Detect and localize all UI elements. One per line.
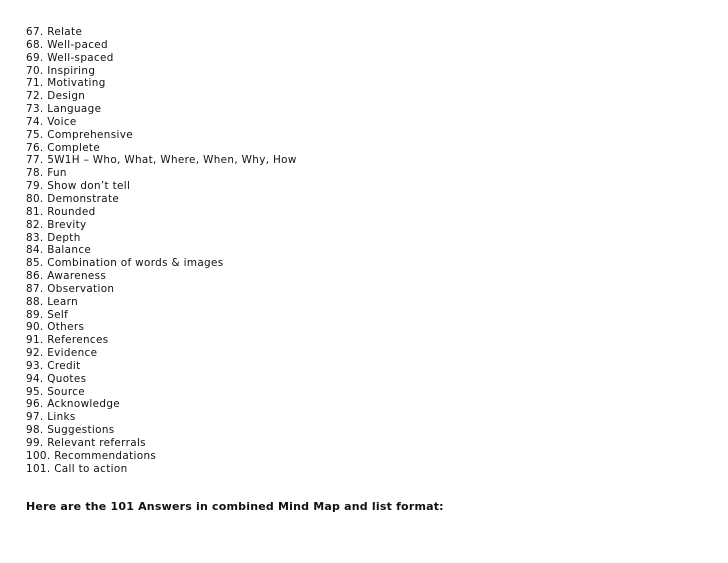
list-item: 72. Design [26, 90, 86, 103]
list-item: 100. Recommendations [26, 449, 157, 462]
list-item: 81. Rounded [26, 205, 96, 218]
list-item: 97. Links [26, 411, 76, 424]
list-item: 92. Evidence [26, 347, 98, 360]
list-item: 75. Comprehensive [26, 128, 133, 141]
list-item: 89. Self [26, 308, 69, 321]
list-item: 90. Others [26, 321, 85, 334]
list-item: 82. Brevity [26, 218, 87, 231]
list-item: 87. Observation [26, 282, 115, 295]
list-item: 98. Suggestions [26, 424, 115, 437]
list-item: 99. Relevant referrals [26, 437, 146, 449]
list-item: 78. Fun [26, 167, 67, 180]
section-heading: Here are the 101 Answers in combined Mind Map and list format: [26, 500, 444, 513]
list-item: 70. Inspiring [26, 64, 96, 77]
list-item: 95. Source [26, 385, 86, 398]
list-item: 71. Motivating [26, 77, 106, 90]
list-item: 91. References [26, 334, 109, 347]
list-item: 94. Quotes [26, 372, 87, 385]
list-item: 86. Awareness [26, 270, 107, 283]
numbered-list [26, 26, 297, 476]
list-item: 96. Acknowledge [26, 398, 121, 411]
list-item: 93. Credit [26, 359, 81, 372]
list-item: 79. Show don’t tell [26, 180, 131, 193]
list-item: 76. Complete [26, 141, 101, 154]
list-item: 74. Voice [26, 115, 77, 128]
list-item: 69. Well-spaced [26, 51, 114, 64]
list-item: 73. Language [26, 103, 102, 116]
list-item: 77. 5W1H – Who, What, Where, When, Why, How [26, 154, 297, 167]
list-item: 88. Learn [26, 295, 79, 308]
list-item: 84. Balance [26, 244, 92, 257]
list-item: 85. Combination of words & images [26, 257, 224, 270]
list-item: 68. Well-paced [26, 38, 108, 51]
list-item: 80. Demonstrate [26, 192, 120, 205]
list-item: 67. Relate [26, 26, 83, 38]
list-item: 83. Depth [26, 231, 81, 244]
list-item: 101. Call to action [26, 462, 128, 475]
